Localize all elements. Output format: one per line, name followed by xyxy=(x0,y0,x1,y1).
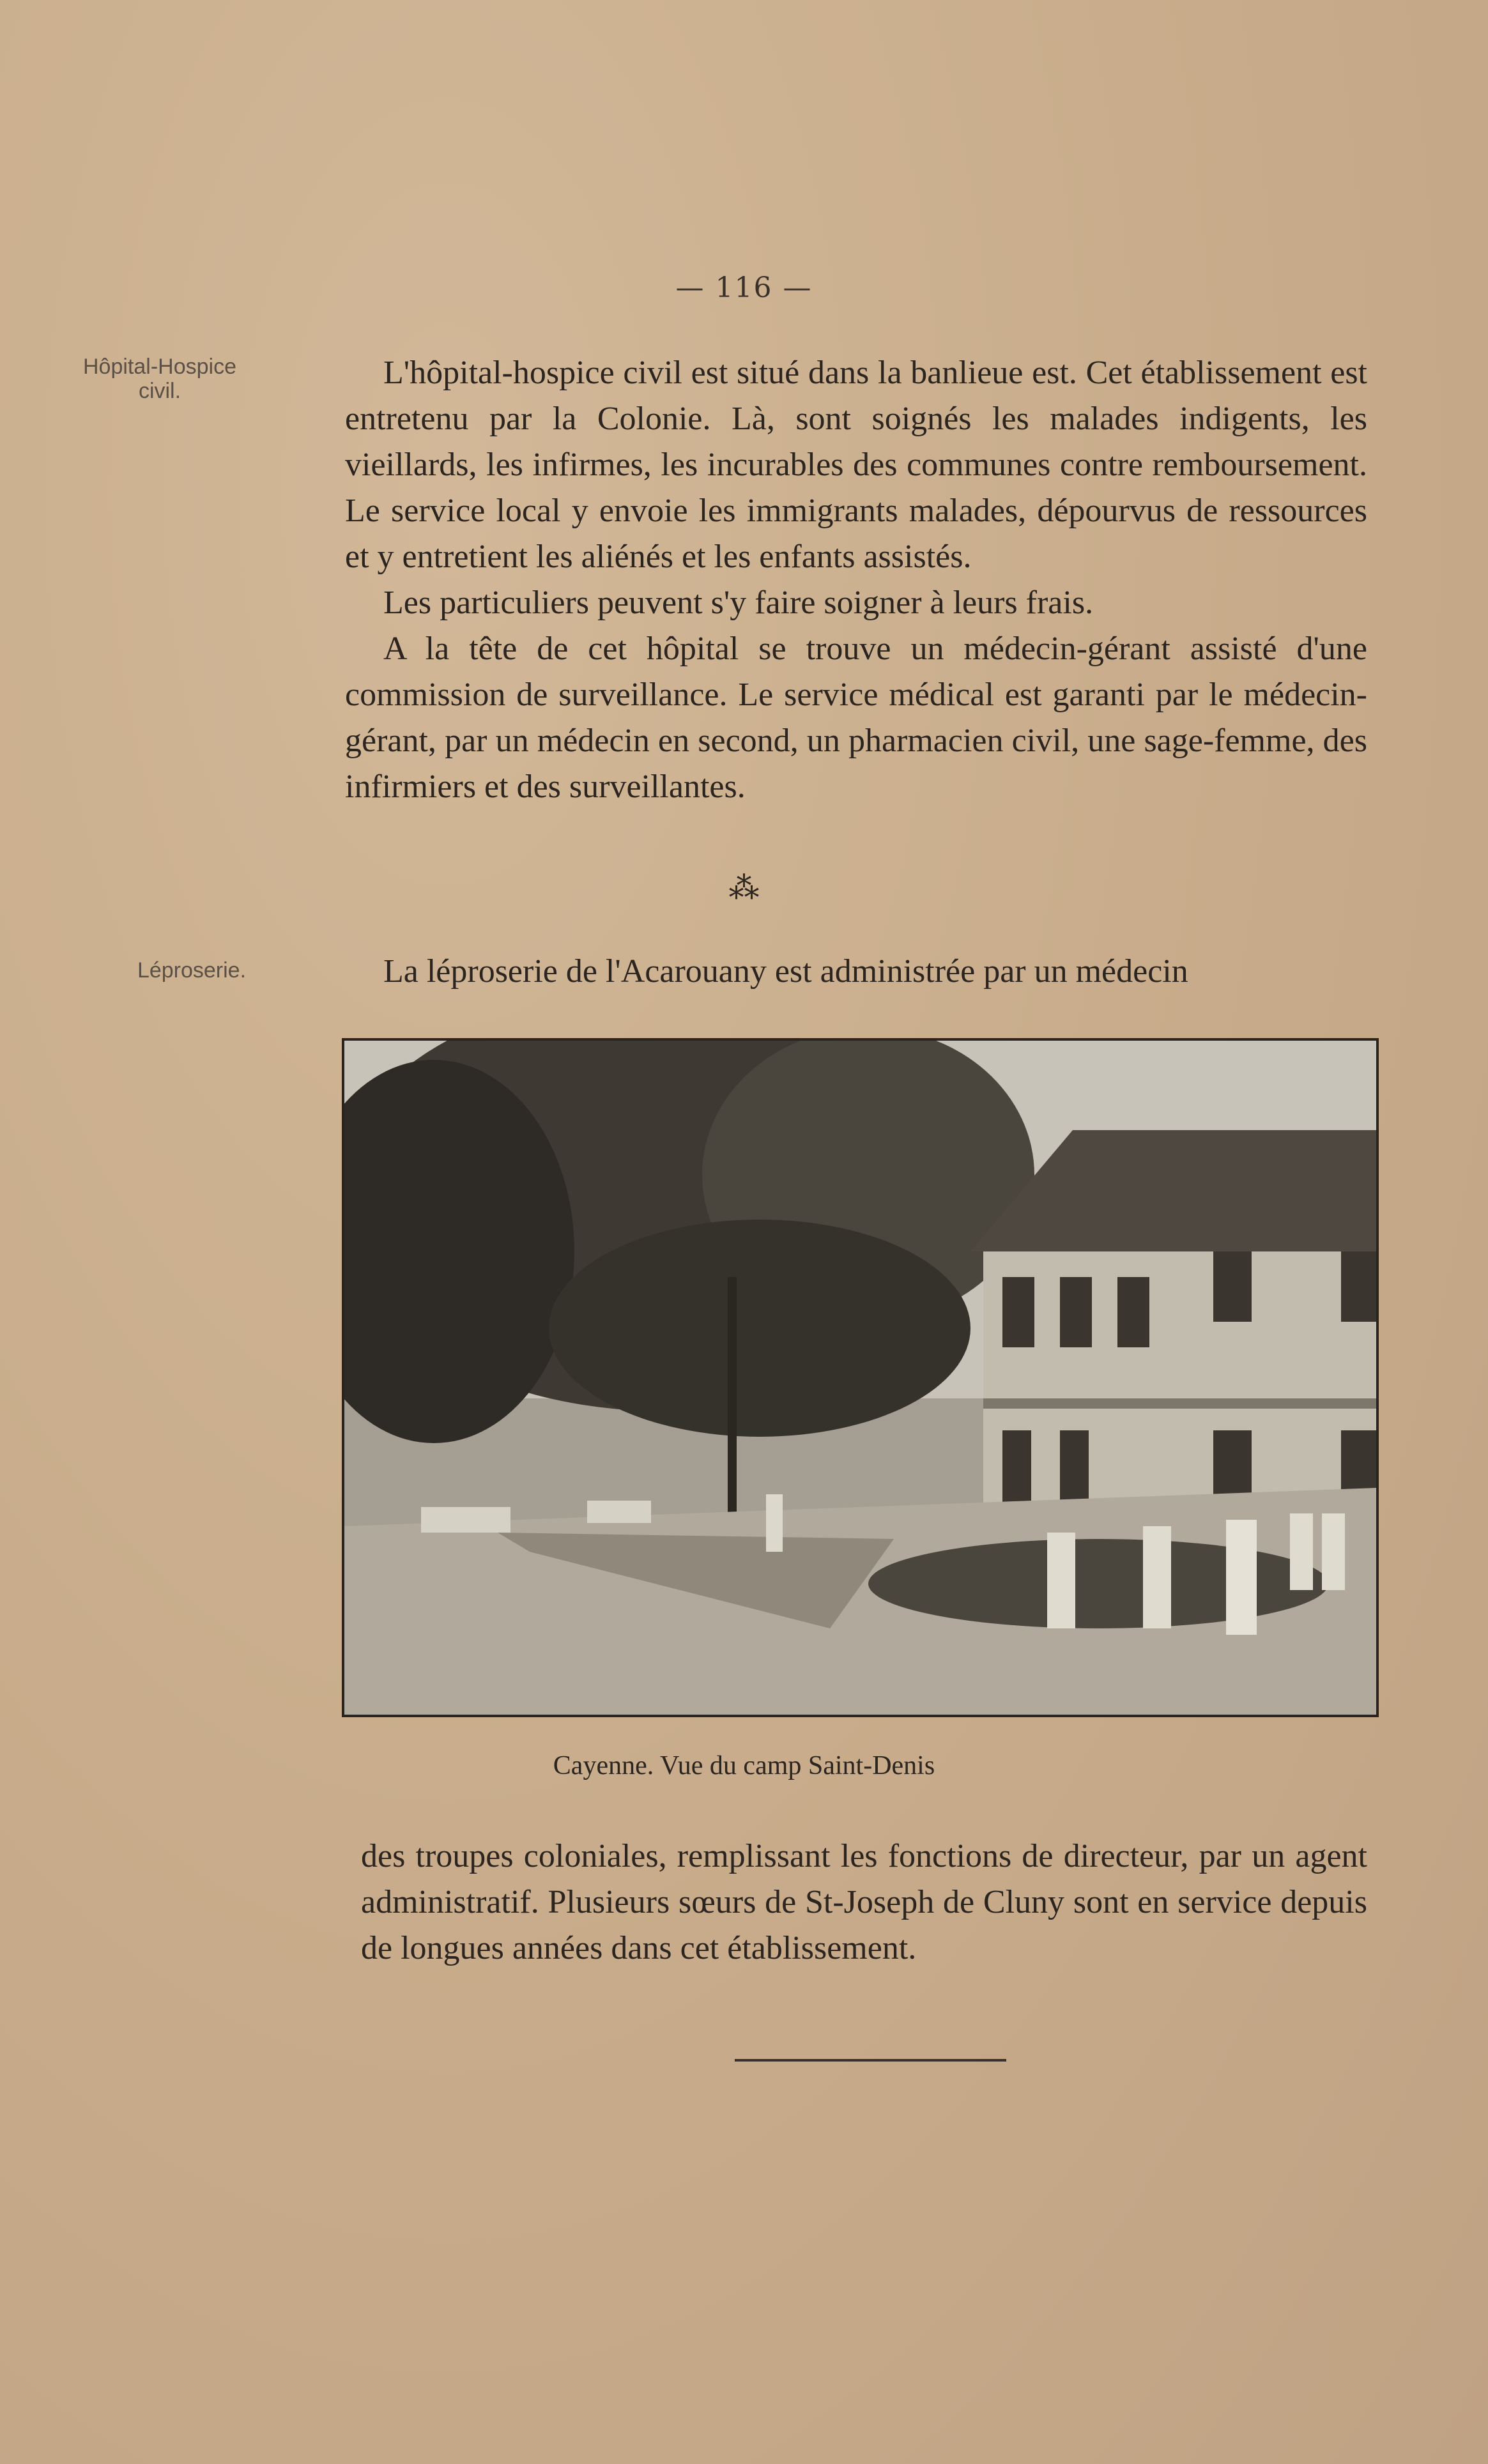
margin-note-hospital-line2: civil. xyxy=(138,379,181,403)
camp-saint-denis-photo xyxy=(342,1038,1379,1717)
leprosy-text-start: La léproserie de l'Acarouany est administrée par un médecin xyxy=(383,953,1188,990)
leprosy-paragraph-end xyxy=(361,1833,1367,1971)
leprosy-text-end: des troupes coloniales, remplissant les fonctions de directeur, par un agent administratif. Plusieurs sœurs de St-Joseph de Cluny sont en service depuis de longues années dans cet établissement. xyxy=(361,1838,1367,1966)
section-asterism: ⁂ xyxy=(728,870,760,906)
hospital-section xyxy=(345,350,1367,810)
margin-note-hospital xyxy=(77,355,243,403)
margin-note-hospital-line1: Hôpital-Hospice xyxy=(83,355,236,379)
hospital-paragraph-3: A la tête de cet hôpital se trouve un médecin-gérant assisté d'une commission de surveillance. Le service médical est garanti par le médecin-gérant, par un médecin en second, un pharmacien civil, une sage-femme, des infirmiers et des surveillantes. xyxy=(345,631,1367,805)
hospital-paragraph-1: L'hôpital-hospice civil est situé dans la banlieue est. Cet établissement est entretenu par la Colonie. Là, sont soignés les malades indigents, les vieillards, les infirmes, les incurables des communes contre remboursement. Le service local y envoie les immigrants malades, dépourvus de ressources et y entretient les aliénés et les enfants assistés. xyxy=(345,355,1367,575)
margin-note-leprosy: Léproserie. xyxy=(137,958,247,983)
page-number: — 116 — xyxy=(675,272,813,304)
leprosy-paragraph-start xyxy=(345,949,1367,995)
photo-caption: Cayenne. Vue du camp Saint-Denis xyxy=(553,1751,935,1780)
hospital-paragraph-2: Les particuliers peuvent s'y faire soigner à leurs frais. xyxy=(383,585,1094,621)
end-rule xyxy=(735,2059,1006,2062)
